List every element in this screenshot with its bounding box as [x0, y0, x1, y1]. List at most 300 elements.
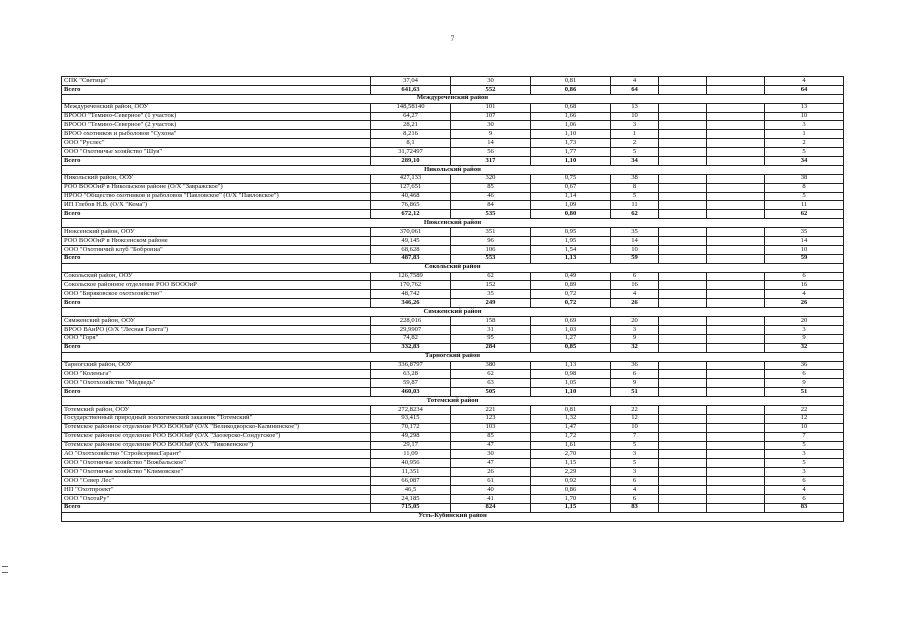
- row-label-cell: ООО "Биряковское охотхозяйство": [62, 290, 371, 299]
- row-label-cell: Междуреченский район, ООУ: [62, 103, 371, 112]
- row-label-cell: ООО "Охотничье хозяйство "Вожбальское": [62, 459, 371, 468]
- value-cell: 1,27: [531, 334, 611, 343]
- value-cell: [659, 130, 707, 139]
- row-label-cell: НРОО "Общество охотников и рыболовов "Павловское" (О/Х "Павловское"): [62, 192, 371, 201]
- table-row: [62, 485, 844, 494]
- value-cell: [659, 477, 707, 486]
- value-cell: 6: [611, 272, 659, 281]
- value-cell: [707, 379, 765, 388]
- value-cell: 11: [611, 201, 659, 210]
- value-cell: 10: [765, 112, 844, 121]
- value-cell: 1,15: [531, 459, 611, 468]
- value-cell: 0,81: [531, 405, 611, 414]
- value-cell: 2,29: [531, 468, 611, 477]
- value-cell: 272,8234: [371, 405, 451, 414]
- value-cell: [659, 325, 707, 334]
- value-cell: [707, 254, 765, 263]
- value-cell: 5: [611, 459, 659, 468]
- value-cell: 4: [765, 77, 844, 86]
- row-label-cell: Всего: [62, 388, 371, 397]
- value-cell: [659, 494, 707, 503]
- value-cell: [659, 361, 707, 370]
- value-cell: 123: [451, 414, 531, 423]
- table-row: [62, 432, 844, 441]
- row-label-cell: ООО "Руслес": [62, 139, 371, 148]
- value-cell: 127,651: [371, 183, 451, 192]
- value-cell: 26: [451, 468, 531, 477]
- value-cell: 38: [765, 174, 844, 183]
- value-cell: [707, 334, 765, 343]
- value-cell: [659, 343, 707, 352]
- value-cell: 1,14: [531, 192, 611, 201]
- table-row: [62, 379, 844, 388]
- table-row: [62, 477, 844, 486]
- value-cell: 460,03: [371, 388, 451, 397]
- value-cell: 32: [765, 343, 844, 352]
- value-cell: [659, 192, 707, 201]
- value-cell: [707, 459, 765, 468]
- value-cell: [659, 85, 707, 94]
- value-cell: [659, 299, 707, 308]
- value-cell: [707, 228, 765, 237]
- value-cell: 158: [451, 317, 531, 326]
- value-cell: 1,95: [531, 237, 611, 246]
- value-cell: 62: [451, 272, 531, 281]
- row-label-cell: Нюксенский район, ООУ: [62, 228, 371, 237]
- value-cell: [659, 183, 707, 192]
- value-cell: 101: [451, 103, 531, 112]
- value-cell: 0,68: [531, 103, 611, 112]
- value-cell: 0,67: [531, 183, 611, 192]
- value-cell: 221: [451, 405, 531, 414]
- value-cell: 62: [611, 210, 659, 219]
- value-cell: 0,81: [531, 77, 611, 86]
- value-cell: 10: [611, 245, 659, 254]
- table-row: [62, 414, 844, 423]
- value-cell: 0,86: [531, 85, 611, 94]
- value-cell: 3: [765, 450, 844, 459]
- value-cell: [659, 174, 707, 183]
- value-cell: 0,92: [531, 477, 611, 486]
- region-header-row: [62, 263, 844, 272]
- table-row: [62, 494, 844, 503]
- value-cell: [707, 237, 765, 246]
- value-cell: 1,13: [531, 361, 611, 370]
- region-header-row: [62, 352, 844, 361]
- value-cell: 13: [765, 103, 844, 112]
- table-row: [62, 405, 844, 414]
- value-cell: 1: [611, 130, 659, 139]
- value-cell: 289,10: [371, 157, 451, 166]
- value-cell: 64,27: [371, 112, 451, 121]
- row-label-cell: ВРООО "Темино-Северное" (2 участок): [62, 121, 371, 130]
- row-label-cell: ООО "Охотхозяйство "Медведь": [62, 379, 371, 388]
- value-cell: 12: [765, 414, 844, 423]
- value-cell: 32: [611, 343, 659, 352]
- row-label-cell: Тотемский район, ООУ: [62, 405, 371, 414]
- value-cell: 1,10: [531, 388, 611, 397]
- value-cell: [707, 441, 765, 450]
- value-cell: 103: [451, 423, 531, 432]
- table-row: [62, 201, 844, 210]
- value-cell: 1,06: [531, 121, 611, 130]
- value-cell: [659, 370, 707, 379]
- value-cell: 1,10: [531, 130, 611, 139]
- table-row: [62, 441, 844, 450]
- value-cell: 106: [451, 245, 531, 254]
- value-cell: 8: [765, 183, 844, 192]
- value-cell: [707, 361, 765, 370]
- value-cell: 4: [611, 290, 659, 299]
- row-label-cell: Тотемское районное отделение РОО ВОООиР (О/Х "Великодворско-Калининское"): [62, 423, 371, 432]
- value-cell: [707, 112, 765, 121]
- value-cell: [707, 370, 765, 379]
- row-label-cell: Тотемское районное отделение РОО ВОООиР (О/Х "Тиковенское"): [62, 441, 371, 450]
- table-row: [62, 245, 844, 254]
- value-cell: 14: [611, 237, 659, 246]
- value-cell: [707, 85, 765, 94]
- table-row: [62, 192, 844, 201]
- value-cell: 1,54: [531, 245, 611, 254]
- value-cell: 228,016: [371, 317, 451, 326]
- value-cell: 641,63: [371, 85, 451, 94]
- value-cell: 332,83: [371, 343, 451, 352]
- value-cell: 85: [451, 432, 531, 441]
- value-cell: 152: [451, 281, 531, 290]
- value-cell: [707, 245, 765, 254]
- value-cell: 3: [765, 325, 844, 334]
- value-cell: 38: [611, 174, 659, 183]
- value-cell: 3: [611, 468, 659, 477]
- value-cell: [707, 432, 765, 441]
- value-cell: 29,9907: [371, 325, 451, 334]
- table-row: [62, 139, 844, 148]
- value-cell: [707, 157, 765, 166]
- value-cell: 380: [451, 361, 531, 370]
- value-cell: [659, 450, 707, 459]
- row-label-cell: Всего: [62, 503, 371, 512]
- row-label-cell: Всего: [62, 85, 371, 94]
- row-label-cell: Всего: [62, 210, 371, 219]
- value-cell: 1,09: [531, 201, 611, 210]
- row-label-cell: ООО "Охотничий клуб "Боброниа": [62, 245, 371, 254]
- value-cell: [707, 450, 765, 459]
- value-cell: [707, 414, 765, 423]
- value-cell: 63,28: [371, 370, 451, 379]
- table-row: [62, 103, 844, 112]
- value-cell: 3: [611, 325, 659, 334]
- value-cell: 83: [611, 503, 659, 512]
- value-cell: 34: [765, 157, 844, 166]
- row-label-cell: ООО "Горя": [62, 334, 371, 343]
- value-cell: 59,87: [371, 379, 451, 388]
- value-cell: 2: [765, 139, 844, 148]
- table-row: [62, 130, 844, 139]
- value-cell: 35: [451, 290, 531, 299]
- value-cell: [707, 174, 765, 183]
- row-label-cell: ВРООО "Темино-Северное" (1 участок): [62, 112, 371, 121]
- table-row: [62, 174, 844, 183]
- value-cell: 0,72: [531, 299, 611, 308]
- region-header-row: [62, 397, 844, 406]
- value-cell: [659, 485, 707, 494]
- value-cell: 85: [451, 183, 531, 192]
- value-cell: 148,58140: [371, 103, 451, 112]
- value-cell: [707, 477, 765, 486]
- value-cell: [707, 388, 765, 397]
- region-name: Тарногский район: [62, 352, 844, 361]
- value-cell: 46,5: [371, 485, 451, 494]
- row-label-cell: ООО "Охотничье хозяйство "Климовское": [62, 468, 371, 477]
- value-cell: 2,70: [531, 450, 611, 459]
- value-cell: 1,73: [531, 139, 611, 148]
- value-cell: 1,66: [531, 112, 611, 121]
- total-row: [62, 210, 844, 219]
- total-row: [62, 85, 844, 94]
- value-cell: [707, 405, 765, 414]
- value-cell: 66,087: [371, 477, 451, 486]
- row-label-cell: Всего: [62, 254, 371, 263]
- value-cell: 34: [611, 157, 659, 166]
- value-cell: 6: [765, 272, 844, 281]
- region-name: Сокольский район: [62, 263, 844, 272]
- value-cell: 9: [765, 379, 844, 388]
- value-cell: [707, 201, 765, 210]
- value-cell: 8: [611, 183, 659, 192]
- value-cell: [707, 139, 765, 148]
- row-label-cell: РОО ВОООиР в Никольском районе (О/Х "Завражское"): [62, 183, 371, 192]
- value-cell: 487,83: [371, 254, 451, 263]
- value-cell: 41: [451, 494, 531, 503]
- value-cell: [659, 290, 707, 299]
- value-cell: [707, 103, 765, 112]
- value-cell: 64: [765, 85, 844, 94]
- value-cell: [659, 103, 707, 112]
- value-cell: 56: [451, 148, 531, 157]
- value-cell: 4: [611, 77, 659, 86]
- value-cell: [707, 423, 765, 432]
- value-cell: 11: [765, 201, 844, 210]
- row-label-cell: Тарногский район, ООУ: [62, 361, 371, 370]
- value-cell: 40,468: [371, 192, 451, 201]
- row-label-cell: ИП Глебов Н.В. (О/Х "Кема"): [62, 201, 371, 210]
- region-name: Междуреченский район: [62, 94, 844, 103]
- table-row: [62, 112, 844, 121]
- value-cell: 12: [611, 414, 659, 423]
- value-cell: 346,26: [371, 299, 451, 308]
- value-cell: [659, 210, 707, 219]
- region-name: Никольский район: [62, 165, 844, 174]
- row-label-cell: Всего: [62, 157, 371, 166]
- value-cell: 5: [765, 192, 844, 201]
- value-cell: 93,415: [371, 414, 451, 423]
- row-label-cell: ООО "Охотничье хозяйство "Шуя": [62, 148, 371, 157]
- value-cell: 59: [765, 254, 844, 263]
- value-cell: 46: [451, 192, 531, 201]
- value-cell: 7: [765, 432, 844, 441]
- value-cell: 24,185: [371, 494, 451, 503]
- value-cell: [659, 139, 707, 148]
- value-cell: 16: [765, 281, 844, 290]
- value-cell: 20: [765, 317, 844, 326]
- value-cell: 51: [611, 388, 659, 397]
- value-cell: 95: [451, 334, 531, 343]
- value-cell: 74,82: [371, 334, 451, 343]
- value-cell: 11,351: [371, 468, 451, 477]
- region-name: Тотемский район: [62, 397, 844, 406]
- value-cell: 35: [765, 228, 844, 237]
- value-cell: [659, 468, 707, 477]
- value-cell: [659, 157, 707, 166]
- value-cell: 1,47: [531, 423, 611, 432]
- row-label-cell: Тотемское районное отделение РОО ВОООиР (О/Х "Заозерско-Сондугское"): [62, 432, 371, 441]
- value-cell: 14: [451, 139, 531, 148]
- value-cell: [707, 468, 765, 477]
- value-cell: [659, 228, 707, 237]
- value-cell: 5: [765, 441, 844, 450]
- value-cell: [707, 272, 765, 281]
- value-cell: 62: [451, 370, 531, 379]
- value-cell: 126,7589: [371, 272, 451, 281]
- value-cell: [659, 112, 707, 121]
- total-row: [62, 299, 844, 308]
- value-cell: [707, 77, 765, 86]
- value-cell: 11,09: [371, 450, 451, 459]
- region-header-row: [62, 308, 844, 317]
- value-cell: [707, 121, 765, 130]
- value-cell: 1,72: [531, 432, 611, 441]
- value-cell: [707, 494, 765, 503]
- value-cell: 28,21: [371, 121, 451, 130]
- row-label-cell: Сокольский район, ООУ: [62, 272, 371, 281]
- value-cell: 9: [611, 379, 659, 388]
- value-cell: [659, 281, 707, 290]
- value-cell: 30: [451, 121, 531, 130]
- value-cell: 10: [765, 423, 844, 432]
- value-cell: 22: [765, 405, 844, 414]
- value-cell: 9: [765, 334, 844, 343]
- row-label-cell: Никольский район, ООУ: [62, 174, 371, 183]
- region-name: Сямженский район: [62, 308, 844, 317]
- value-cell: 0,85: [531, 343, 611, 352]
- total-row: [62, 343, 844, 352]
- value-cell: 30: [451, 450, 531, 459]
- table-row: [62, 183, 844, 192]
- row-label-cell: Сямженский район, ООУ: [62, 317, 371, 326]
- row-label-cell: ООО "Коленьга": [62, 370, 371, 379]
- value-cell: 3: [765, 468, 844, 477]
- value-cell: 0,98: [531, 370, 611, 379]
- value-cell: [659, 405, 707, 414]
- value-cell: 4: [765, 290, 844, 299]
- value-cell: [659, 441, 707, 450]
- value-cell: [659, 379, 707, 388]
- region-header-row: [62, 165, 844, 174]
- total-row: [62, 254, 844, 263]
- value-cell: [707, 299, 765, 308]
- value-cell: 5: [611, 192, 659, 201]
- value-cell: [707, 148, 765, 157]
- value-cell: 51: [765, 388, 844, 397]
- value-cell: [707, 343, 765, 352]
- value-cell: 9: [611, 334, 659, 343]
- value-cell: 370,061: [371, 228, 451, 237]
- table-row: [62, 361, 844, 370]
- row-label-cell: Государственный природный зоологический заказник "Тотемский": [62, 414, 371, 423]
- value-cell: [707, 325, 765, 334]
- value-cell: 0,86: [531, 485, 611, 494]
- value-cell: [659, 201, 707, 210]
- value-cell: 26: [611, 299, 659, 308]
- value-cell: 49,298: [371, 432, 451, 441]
- value-cell: [659, 334, 707, 343]
- value-cell: 5: [765, 459, 844, 468]
- value-cell: 70,172: [371, 423, 451, 432]
- value-cell: 7: [611, 432, 659, 441]
- value-cell: 10: [765, 245, 844, 254]
- value-cell: [659, 121, 707, 130]
- table-row: [62, 450, 844, 459]
- value-cell: 16: [611, 281, 659, 290]
- value-cell: 36: [765, 361, 844, 370]
- row-label-cell: ВРОО охотников и рыболовов "Сухона": [62, 130, 371, 139]
- value-cell: 35: [611, 228, 659, 237]
- total-row: [62, 503, 844, 512]
- value-cell: 84: [451, 201, 531, 210]
- value-cell: 2: [611, 139, 659, 148]
- value-cell: 8,216: [371, 130, 451, 139]
- value-cell: 1,05: [531, 379, 611, 388]
- value-cell: 1,70: [531, 494, 611, 503]
- region-header-row: [62, 94, 844, 103]
- value-cell: [707, 130, 765, 139]
- value-cell: 317: [451, 157, 531, 166]
- row-label-cell: Сокольское районное отделение РОО ВОООиР: [62, 281, 371, 290]
- table-row: [62, 459, 844, 468]
- value-cell: 170,762: [371, 281, 451, 290]
- value-cell: 1,32: [531, 414, 611, 423]
- value-cell: 96: [451, 237, 531, 246]
- value-cell: 5: [611, 441, 659, 450]
- value-cell: 4: [611, 485, 659, 494]
- value-cell: 37,04: [371, 77, 451, 86]
- value-cell: 0,72: [531, 290, 611, 299]
- table-row: [62, 325, 844, 334]
- table-row: [62, 121, 844, 130]
- value-cell: [707, 183, 765, 192]
- value-cell: 29,17: [371, 441, 451, 450]
- value-cell: 320: [451, 174, 531, 183]
- value-cell: 336,8797: [371, 361, 451, 370]
- value-cell: 5: [765, 148, 844, 157]
- value-cell: 48,742: [371, 290, 451, 299]
- value-cell: 6: [765, 370, 844, 379]
- value-cell: [707, 192, 765, 201]
- value-cell: 62: [765, 210, 844, 219]
- value-cell: 5: [611, 148, 659, 157]
- value-cell: 552: [451, 85, 531, 94]
- value-cell: 64: [611, 85, 659, 94]
- table-row: [62, 272, 844, 281]
- value-cell: 20: [611, 317, 659, 326]
- value-cell: 30: [451, 77, 531, 86]
- value-cell: [707, 210, 765, 219]
- row-label-cell: АО "Охотхозяйство "СтройсервисГарант": [62, 450, 371, 459]
- region-name: Усть-Кубинский район: [62, 512, 844, 521]
- value-cell: [659, 254, 707, 263]
- value-cell: [659, 245, 707, 254]
- total-row: [62, 388, 844, 397]
